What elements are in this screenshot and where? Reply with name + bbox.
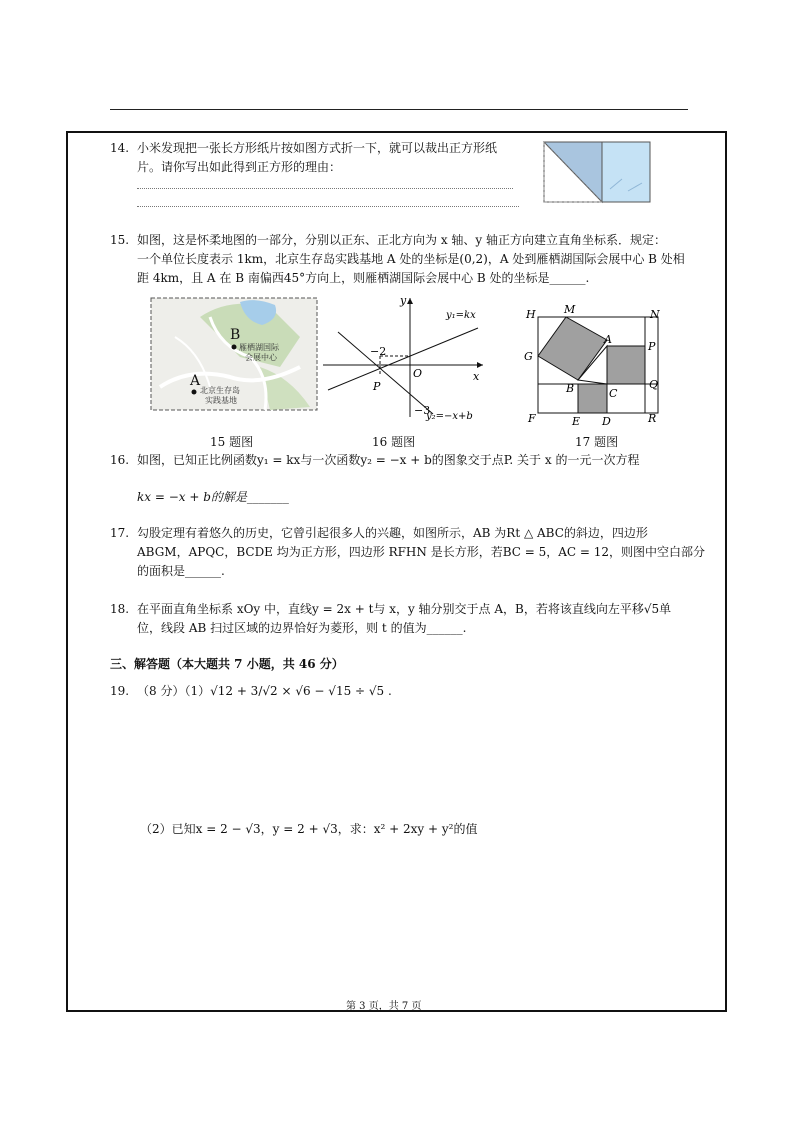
q14-answer-line-2 — [137, 206, 519, 207]
svg-text:P: P — [648, 340, 656, 353]
page-footer: 第 3 页，共 7 页 — [346, 1001, 422, 1012]
fig17-geometry — [520, 300, 670, 430]
svg-text:雁栖湖国际: 雁栖湖国际 — [239, 343, 279, 352]
q16-number: 16. — [110, 453, 130, 467]
q16-line1: 如图，已知正比例函数y₁ = kx与一次函数y₂ = −x + b的图象交于点P. 关于 x 的一元一次方程 — [137, 453, 640, 467]
svg-text:x: x — [473, 370, 480, 383]
q19-number: 19. — [110, 684, 130, 698]
svg-text:C: C — [609, 387, 618, 400]
square-bcde — [578, 384, 607, 413]
svg-text:B: B — [566, 382, 575, 395]
svg-text:F: F — [528, 412, 536, 425]
q17-number: 17. — [110, 526, 130, 540]
svg-text:实践基地: 实践基地 — [205, 396, 237, 405]
fig15-map — [150, 297, 318, 411]
map-label-a: A — [190, 373, 201, 389]
q16-line2: kx = −x + b的解是_______ — [137, 490, 289, 504]
q14-line1: 小米发现把一张长方形纸片按如图方式折一下，就可以裁出正方形纸 — [137, 141, 498, 155]
paper-remaining-strip — [602, 142, 650, 202]
header-rule — [110, 109, 688, 110]
q14-answer-line-1 — [137, 188, 513, 189]
svg-text:y: y — [400, 294, 407, 307]
q15-line1: 如图，这是怀柔地图的一部分，分别以正东、正北方向为 x 轴、y 轴正方向建立直角坐标系．规定： — [137, 233, 666, 247]
q15-number: 15. — [110, 233, 130, 247]
q18-number: 18. — [110, 602, 130, 616]
svg-text:R: R — [648, 412, 657, 425]
line-y1 — [328, 328, 478, 390]
fig16-graph — [318, 292, 518, 422]
svg-text:Q: Q — [649, 378, 659, 391]
square-apqc — [607, 346, 645, 384]
svg-text:H: H — [526, 308, 536, 321]
section3-title: 三、解答题（本大题共 7 小题，共 46 分） — [110, 657, 344, 671]
svg-text:O: O — [413, 367, 423, 380]
line-y2-label: y₂=−x+b — [426, 411, 473, 422]
q17-line3: 的面积是______. — [137, 564, 225, 578]
q14-fold-figure — [540, 139, 654, 205]
q17-line2: ABGM，APQC，BCDE 均为正方形，四边形 RFHN 是长方形，若BC = 5，AC = 12，则图中空白部分 — [137, 545, 706, 559]
q17-line1: 勾股定理有着悠久的历史，它曾引起很多人的兴趣，如图所示，AB 为Rt △ ABC的斜边，四边形 — [137, 526, 648, 540]
q19-part2: （2）已知x = 2 − √3，y = 2 + √3，求：x² + 2xy + y²的值 — [140, 822, 478, 836]
svg-text:会展中心: 会展中心 — [245, 353, 277, 362]
svg-text:−3: −3 — [414, 404, 431, 417]
fig15-caption: 15 题图 — [210, 435, 254, 449]
svg-text:−2: −2 — [370, 345, 387, 358]
svg-text:G: G — [524, 350, 533, 363]
q15-line2: 一个单位长度表示 1km，北京生存岛实践基地 A 处的坐标是(0,2)，A 处到雁栖湖国际会展中心 B 处相 — [137, 252, 685, 266]
svg-text:北京生存岛: 北京生存岛 — [200, 386, 240, 395]
q15-line3: 距 4km，且 A 在 B 南偏西45°方向上，则雁栖湖国际会展中心 B 处的坐标是______. — [137, 271, 590, 285]
map-point-a — [192, 390, 197, 395]
svg-text:D: D — [602, 415, 611, 428]
svg-text:E: E — [572, 415, 581, 428]
q14-line2: 片。请你写出如此得到正方形的理由： — [137, 160, 342, 174]
q18-line1: 在平面直角坐标系 xOy 中，直线y = 2x + t与 x，y 轴分别交于点 A，B，若将该直线向左平移√5单 — [137, 602, 672, 616]
svg-text:N: N — [650, 308, 660, 321]
q18-line2: 位，线段 AB 扫过区域的边界恰好为菱形，则 t 的值为______. — [137, 621, 467, 635]
svg-text:M: M — [564, 303, 576, 316]
q14-number: 14. — [110, 141, 130, 155]
q19-part1: （8 分）（1）√12 + 3/√2 × √6 − √15 ÷ √5 . — [137, 684, 392, 698]
line-y1-label: y₁=kx — [446, 310, 476, 321]
map-point-b — [232, 345, 237, 350]
map-label-b: B — [230, 327, 241, 343]
point-p-label: P — [373, 380, 381, 393]
fig17-caption: 17 题图 — [575, 435, 619, 449]
fig16-caption: 16 题图 — [372, 435, 416, 449]
svg-text:A: A — [604, 333, 612, 346]
